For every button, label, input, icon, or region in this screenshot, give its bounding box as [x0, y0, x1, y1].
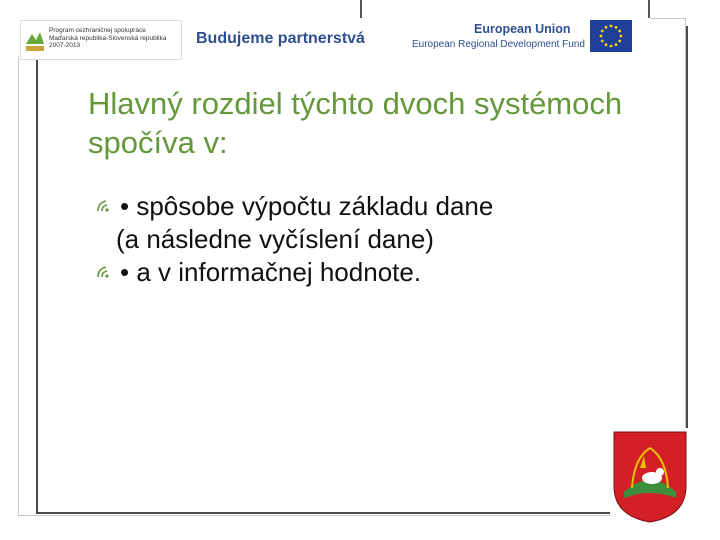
coat-of-arms-icon: [610, 428, 690, 524]
bullet-item: [96, 190, 656, 256]
partnership-slogan: Budujeme partnerstvá: [196, 30, 365, 47]
eu-title: European Union: [474, 22, 571, 36]
bullet-item: [96, 256, 656, 289]
slide-title: Hlavný rozdiel týchto dvoch systémoch spočíva v:: [88, 86, 623, 160]
program-logo-line: Maďarská republika-Slovenská republika: [49, 34, 167, 42]
eu-flag-icon: [590, 20, 632, 52]
wifi-bullet-icon: [96, 265, 118, 279]
program-logo-line: Program cezhraničnej spolupráce: [49, 27, 146, 34]
program-logo: [20, 20, 182, 60]
program-mark-icon: [24, 24, 46, 54]
bullet-continuation: (a následne vyčíslení dane): [116, 224, 434, 254]
program-logo-line: 2007-2013: [49, 42, 81, 49]
bullet-line: • spôsobe výpočtu základu dane: [120, 191, 494, 221]
bullet-line: • a v informačnej hodnote.: [120, 257, 422, 287]
eu-subtitle: European Regional Development Fund: [412, 39, 585, 50]
bullet-list: [96, 190, 656, 289]
eu-logo: [410, 20, 632, 54]
wifi-bullet-icon: [96, 199, 118, 213]
